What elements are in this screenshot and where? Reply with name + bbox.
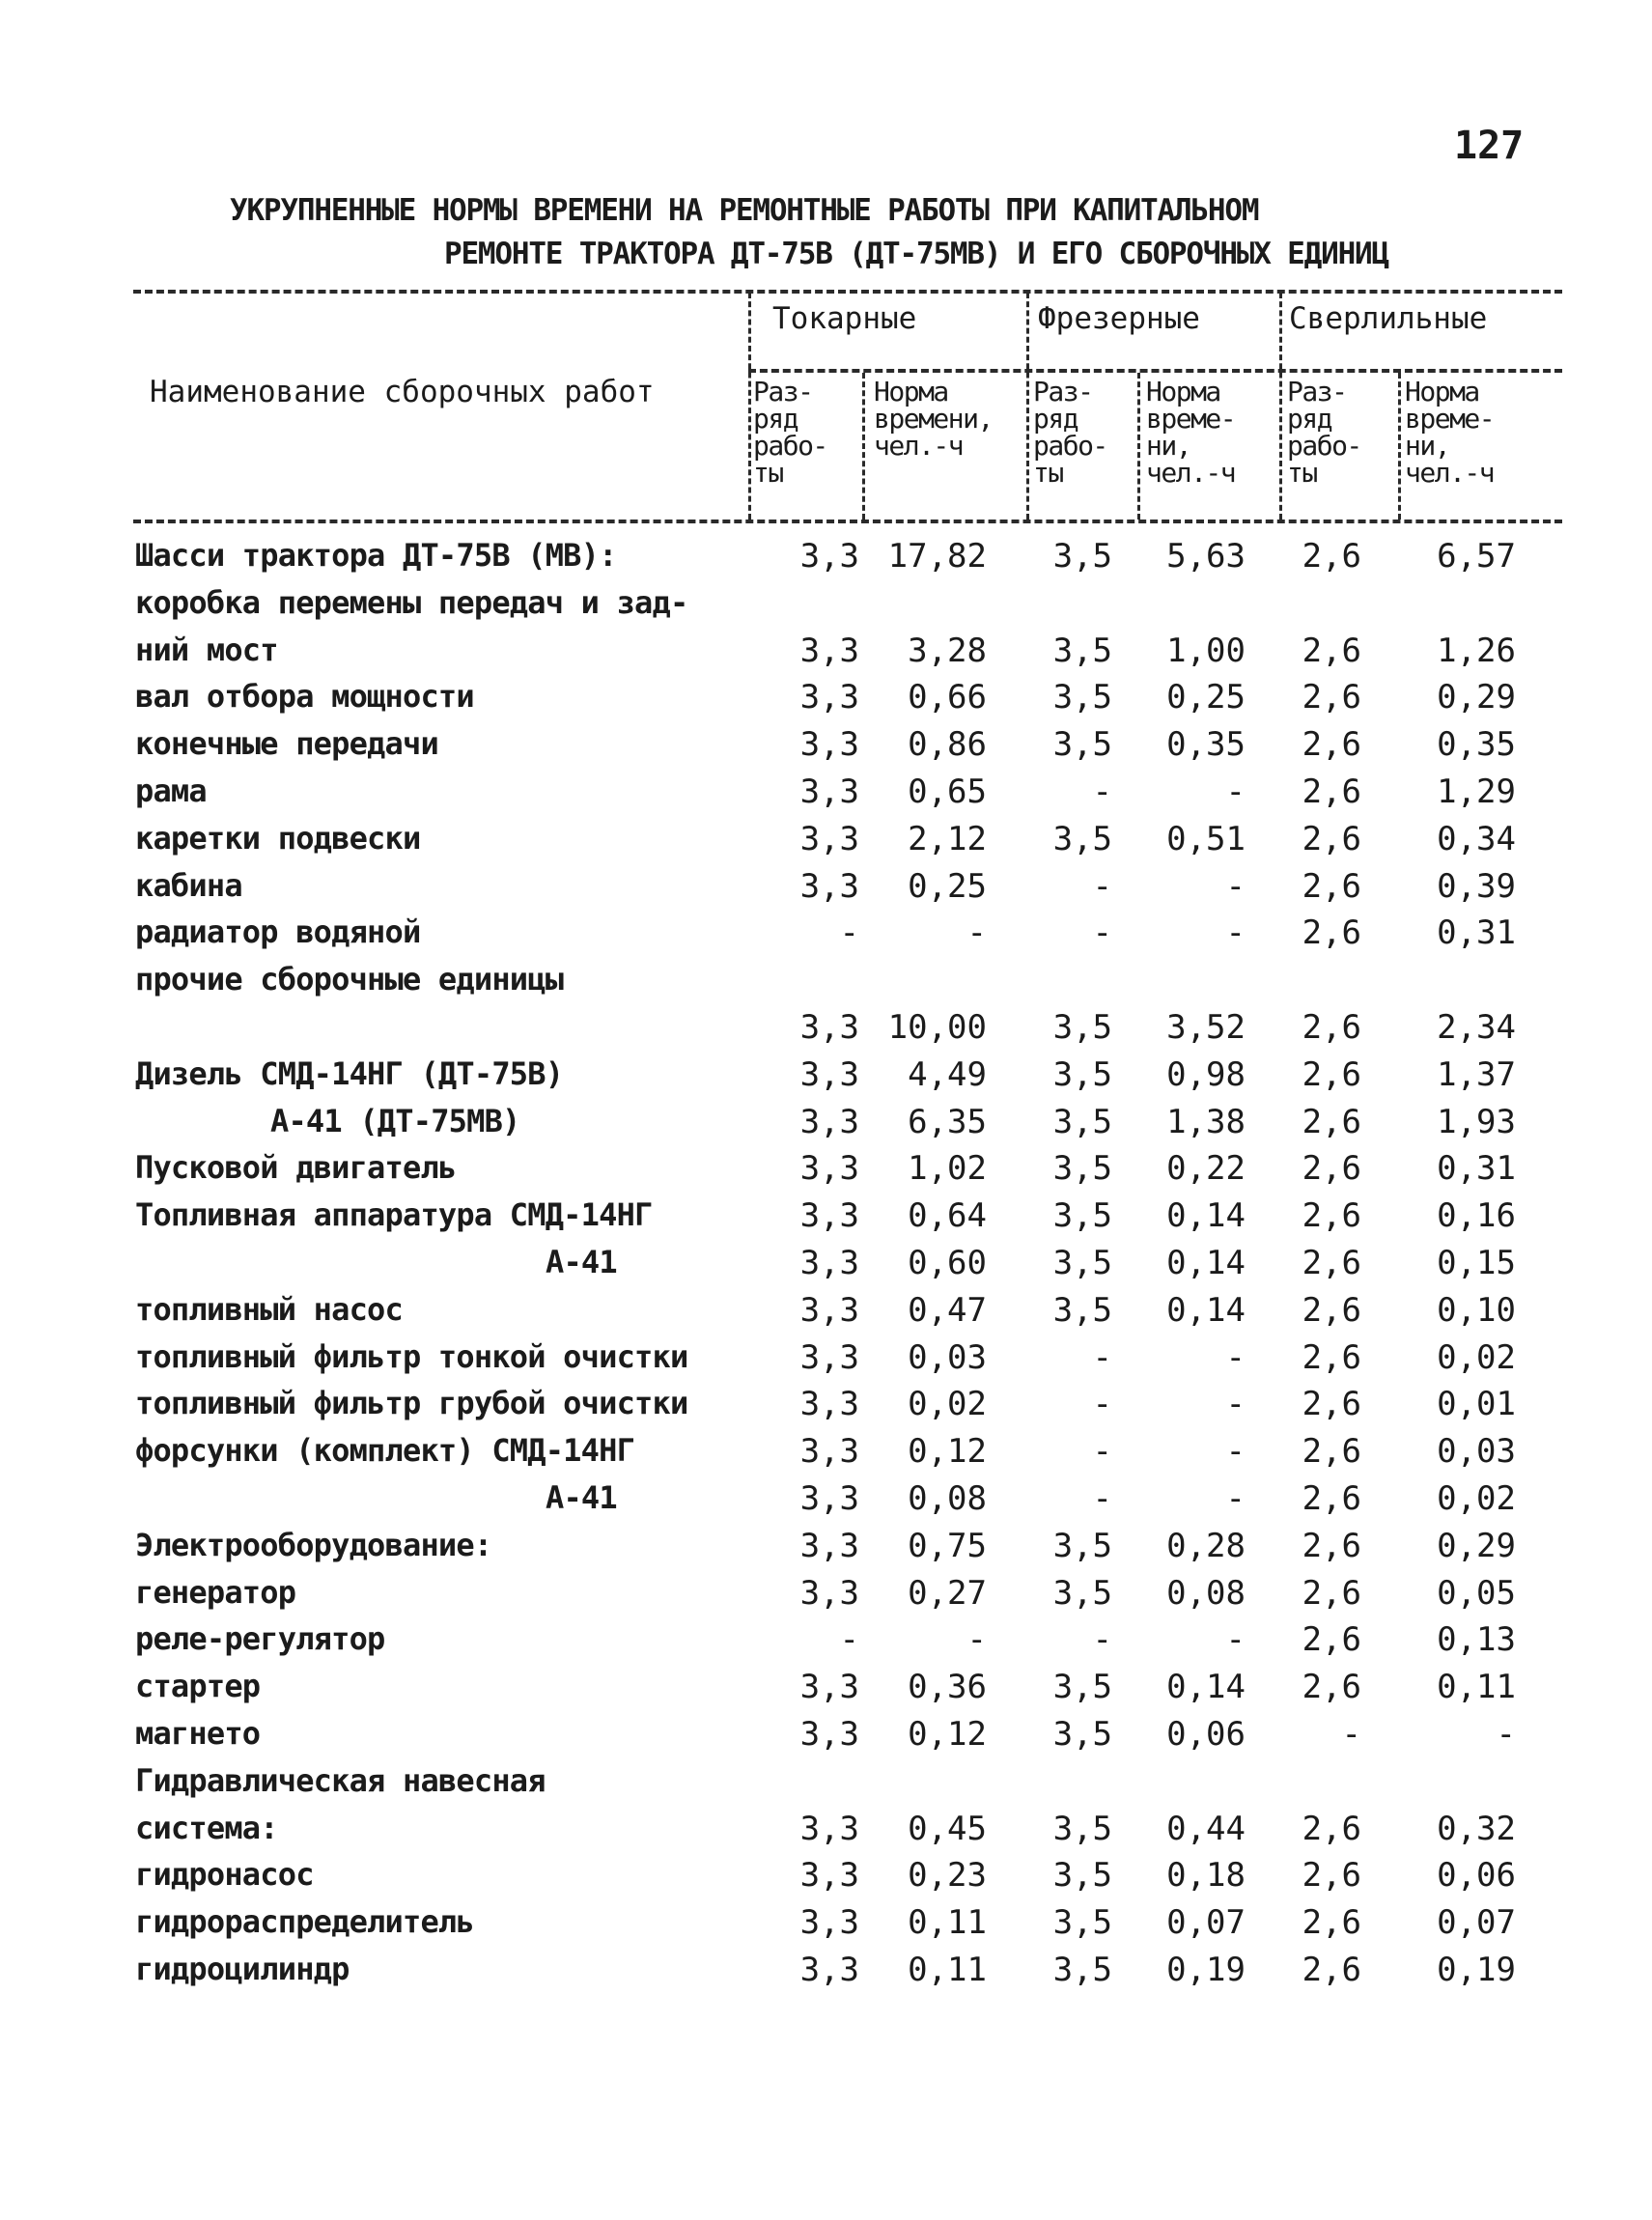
row-value-1: - xyxy=(839,913,859,952)
row-value-3: 3,5 xyxy=(1052,1668,1112,1706)
row-value-3: 3,5 xyxy=(1052,820,1112,858)
row-value-2: 0,12 xyxy=(908,1432,987,1471)
table-row xyxy=(0,1903,1652,1950)
row-value-3: 3,5 xyxy=(1052,1574,1112,1613)
row-value-2: 0,11 xyxy=(908,1903,987,1942)
row-name: гидронасос xyxy=(135,1856,314,1893)
row-value-3: 3,5 xyxy=(1052,1103,1112,1141)
row-value-1: 3,3 xyxy=(799,537,859,576)
table-row xyxy=(0,1527,1652,1573)
row-name: радиатор водяной xyxy=(135,913,421,950)
col-separator-4 xyxy=(1137,373,1140,520)
row-value-4: 0,98 xyxy=(1166,1055,1246,1094)
table-row xyxy=(0,1574,1652,1620)
row-value-5: 2,6 xyxy=(1302,1244,1361,1282)
row-value-1: 3,3 xyxy=(799,1244,859,1282)
table-row xyxy=(0,1479,1652,1526)
row-name: кабина xyxy=(135,867,242,904)
header-grade-2: Раз- ряд рабо- ты xyxy=(1033,376,1107,489)
row-value-3: 3,5 xyxy=(1052,1951,1112,1989)
row-value-3: 3,5 xyxy=(1052,632,1112,670)
row-name: форсунки (комплект) СМД-14НГ xyxy=(135,1432,635,1469)
row-name: топливный фильтр грубой очистки xyxy=(135,1385,688,1421)
table-row xyxy=(0,1291,1652,1337)
row-value-2: - xyxy=(966,913,987,952)
row-name: Шасси трактора ДТ-75В (МВ): xyxy=(135,537,617,574)
row-value-1: 3,3 xyxy=(799,1810,859,1848)
row-name: Гидравлическая навесная xyxy=(135,1762,546,1799)
row-name: топливный фильтр тонкой очистки xyxy=(135,1338,688,1375)
row-name: вал отбора мощности xyxy=(135,678,474,715)
row-value-4: 0,18 xyxy=(1166,1856,1246,1895)
row-value-4: 0,25 xyxy=(1166,678,1246,717)
table-row xyxy=(0,773,1652,819)
row-value-2: 2,12 xyxy=(908,820,987,858)
row-value-5: 2,6 xyxy=(1302,1527,1361,1565)
row-value-6: 0,31 xyxy=(1437,1149,1516,1188)
table-row xyxy=(0,1762,1652,1809)
row-value-6: 0,07 xyxy=(1437,1903,1516,1942)
row-value-2: 0,66 xyxy=(908,678,987,717)
row-name: генератор xyxy=(135,1574,296,1611)
row-value-1: - xyxy=(839,1620,859,1659)
table-row xyxy=(0,1055,1652,1102)
row-value-2: 0,75 xyxy=(908,1527,987,1565)
row-value-4: - xyxy=(1225,1479,1246,1518)
row-name: стартер xyxy=(135,1668,261,1704)
header-grade-3: Раз- ряд рабо- ты xyxy=(1287,376,1361,489)
table-row xyxy=(0,537,1652,583)
row-value-1: 3,3 xyxy=(799,1479,859,1518)
row-value-3: - xyxy=(1092,1385,1112,1423)
col-separator-5 xyxy=(1279,293,1282,520)
header-bottom-rule xyxy=(133,520,1562,523)
row-value-6: 0,13 xyxy=(1437,1620,1516,1659)
row-value-6: 6,57 xyxy=(1437,537,1516,576)
row-value-4: 0,14 xyxy=(1166,1244,1246,1282)
row-value-1: 3,3 xyxy=(799,1715,859,1754)
table-row xyxy=(0,1951,1652,1997)
row-value-3: 3,5 xyxy=(1052,1008,1112,1047)
row-value-6: 0,19 xyxy=(1437,1951,1516,1989)
row-value-5: 2,6 xyxy=(1302,1810,1361,1848)
row-value-3: 3,5 xyxy=(1052,678,1112,717)
row-value-2: 3,28 xyxy=(908,632,987,670)
col-separator-2 xyxy=(862,373,865,520)
row-value-3: 3,5 xyxy=(1052,1196,1112,1235)
row-value-3: 3,5 xyxy=(1052,1527,1112,1565)
row-name: ний мост xyxy=(135,632,278,668)
row-value-6: 0,31 xyxy=(1437,913,1516,952)
row-value-6: 0,10 xyxy=(1437,1291,1516,1330)
table-row xyxy=(0,1385,1652,1431)
row-value-2: 0,11 xyxy=(908,1951,987,1989)
row-name: Пусковой двигатель xyxy=(135,1149,457,1186)
col-separator-1 xyxy=(748,293,751,520)
row-value-4: - xyxy=(1225,1620,1246,1659)
row-value-5: 2,6 xyxy=(1302,1951,1361,1989)
table-row xyxy=(0,913,1652,960)
row-name: топливный насос xyxy=(135,1291,403,1328)
row-value-6: 0,35 xyxy=(1437,725,1516,764)
row-value-1: 3,3 xyxy=(799,1196,859,1235)
row-value-6: 0,16 xyxy=(1437,1196,1516,1235)
row-value-6: 0,39 xyxy=(1437,867,1516,906)
row-value-4: 0,44 xyxy=(1166,1810,1246,1848)
row-name: система: xyxy=(135,1810,278,1846)
row-value-2: 0,45 xyxy=(908,1810,987,1848)
row-name: А-41 xyxy=(546,1244,617,1280)
row-value-6: 0,02 xyxy=(1437,1479,1516,1518)
row-name: Топливная аппаратура СМД-14НГ xyxy=(135,1196,653,1233)
table-row xyxy=(0,725,1652,772)
row-value-3: - xyxy=(1092,1479,1112,1518)
header-grade-1: Раз- ряд рабо- ты xyxy=(753,376,827,489)
row-value-3: 3,5 xyxy=(1052,725,1112,764)
row-value-4: 0,08 xyxy=(1166,1574,1246,1613)
row-value-2: 4,49 xyxy=(908,1055,987,1094)
row-value-1: 3,3 xyxy=(799,1903,859,1942)
row-value-4: 0,07 xyxy=(1166,1903,1246,1942)
row-value-4: 1,38 xyxy=(1166,1103,1246,1141)
row-name: каретки подвески xyxy=(135,820,421,857)
row-value-6: 0,02 xyxy=(1437,1338,1516,1377)
row-value-3: 3,5 xyxy=(1052,537,1112,576)
header-group-turning: Токарные xyxy=(772,301,917,336)
row-value-5: 2,6 xyxy=(1302,867,1361,906)
row-value-5: 2,6 xyxy=(1302,1196,1361,1235)
row-value-3: 3,5 xyxy=(1052,1291,1112,1330)
row-value-5: 2,6 xyxy=(1302,1620,1361,1659)
row-name: гидрораспределитель xyxy=(135,1903,474,1940)
row-value-4: 1,00 xyxy=(1166,632,1246,670)
row-value-6: 0,34 xyxy=(1437,820,1516,858)
row-value-4: 0,14 xyxy=(1166,1196,1246,1235)
row-value-3: 3,5 xyxy=(1052,1244,1112,1282)
row-value-5: 2,6 xyxy=(1302,1574,1361,1613)
row-value-5: 2,6 xyxy=(1302,1008,1361,1047)
row-value-5: 2,6 xyxy=(1302,773,1361,811)
row-value-1: 3,3 xyxy=(799,1432,859,1471)
row-value-6: 0,29 xyxy=(1437,678,1516,717)
row-value-1: 3,3 xyxy=(799,1856,859,1895)
row-value-6: 0,32 xyxy=(1437,1810,1516,1848)
row-value-3: 3,5 xyxy=(1052,1810,1112,1848)
table-row xyxy=(0,584,1652,631)
header-norm-3: Норма време- ни, чел.-ч xyxy=(1405,376,1495,489)
row-value-1: 3,3 xyxy=(799,1668,859,1706)
table-row xyxy=(0,961,1652,1007)
table-row xyxy=(0,1432,1652,1478)
row-value-3: - xyxy=(1092,867,1112,906)
row-value-6: - xyxy=(1496,1715,1516,1754)
row-value-5: 2,6 xyxy=(1302,1385,1361,1423)
row-value-5: 2,6 xyxy=(1302,1432,1361,1471)
row-value-4: 0,06 xyxy=(1166,1715,1246,1754)
row-value-4: 0,35 xyxy=(1166,725,1246,764)
row-value-6: 0,15 xyxy=(1437,1244,1516,1282)
row-value-2: 6,35 xyxy=(908,1103,987,1141)
row-value-5: 2,6 xyxy=(1302,1903,1361,1942)
row-value-5: - xyxy=(1341,1715,1361,1754)
row-value-2: 17,82 xyxy=(887,537,987,576)
table-row xyxy=(0,1715,1652,1761)
row-value-1: 3,3 xyxy=(799,1385,859,1423)
table-row xyxy=(0,1008,1652,1054)
row-value-6: 0,11 xyxy=(1437,1668,1516,1706)
header-group-drilling: Сверлильные xyxy=(1289,301,1488,336)
row-value-4: 0,28 xyxy=(1166,1527,1246,1565)
document-title-line-1: УКРУПНЕННЫЕ НОРМЫ ВРЕМЕНИ НА РЕМОНТНЫЕ РАБОТЫ ПРИ КАПИТАЛЬНОМ xyxy=(230,193,1259,228)
row-value-1: 3,3 xyxy=(799,1951,859,1989)
col-separator-3 xyxy=(1026,293,1029,520)
row-value-6: 0,29 xyxy=(1437,1527,1516,1565)
header-group-milling: Фрезерные xyxy=(1038,301,1200,336)
row-value-3: - xyxy=(1092,1338,1112,1377)
row-value-2: - xyxy=(966,1620,987,1659)
row-value-4: 5,63 xyxy=(1166,537,1246,576)
row-value-1: 3,3 xyxy=(799,1527,859,1565)
row-value-3: 3,5 xyxy=(1052,1149,1112,1188)
row-value-6: 1,37 xyxy=(1437,1055,1516,1094)
row-name: гидроцилиндр xyxy=(135,1951,350,1987)
page-number: 127 xyxy=(1454,124,1525,168)
row-value-4: - xyxy=(1225,913,1246,952)
row-value-2: 0,86 xyxy=(908,725,987,764)
row-value-6: 1,29 xyxy=(1437,773,1516,811)
row-value-6: 2,34 xyxy=(1437,1008,1516,1047)
row-value-1: 3,3 xyxy=(799,632,859,670)
table-row xyxy=(0,632,1652,678)
row-value-2: 0,23 xyxy=(908,1856,987,1895)
row-value-4: 0,19 xyxy=(1166,1951,1246,1989)
row-value-2: 0,03 xyxy=(908,1338,987,1377)
row-value-2: 0,27 xyxy=(908,1574,987,1613)
row-value-2: 0,25 xyxy=(908,867,987,906)
row-value-5: 2,6 xyxy=(1302,1291,1361,1330)
row-value-6: 0,06 xyxy=(1437,1856,1516,1895)
row-value-3: 3,5 xyxy=(1052,1903,1112,1942)
row-value-1: 3,3 xyxy=(799,1291,859,1330)
row-value-4: - xyxy=(1225,1432,1246,1471)
row-value-6: 0,05 xyxy=(1437,1574,1516,1613)
row-name: Дизель СМД-14НГ (ДТ-75В) xyxy=(135,1055,564,1092)
table-row xyxy=(0,1149,1652,1195)
row-value-6: 0,01 xyxy=(1437,1385,1516,1423)
header-norm-2: Норма време- ни, чел.-ч xyxy=(1146,376,1236,489)
row-value-4: 3,52 xyxy=(1166,1008,1246,1047)
header-name-column: Наименование сборочных работ xyxy=(150,375,655,409)
row-value-1: 3,3 xyxy=(799,820,859,858)
row-value-1: 3,3 xyxy=(799,773,859,811)
row-value-1: 3,3 xyxy=(799,1338,859,1377)
row-value-5: 2,6 xyxy=(1302,1668,1361,1706)
row-value-5: 2,6 xyxy=(1302,1856,1361,1895)
row-name: А-41 xyxy=(546,1479,617,1516)
row-name: конечные передачи xyxy=(135,725,438,762)
row-value-4: - xyxy=(1225,1338,1246,1377)
table-row xyxy=(0,867,1652,913)
row-value-2: 10,00 xyxy=(887,1008,987,1047)
row-value-5: 2,6 xyxy=(1302,1055,1361,1094)
row-value-2: 0,36 xyxy=(908,1668,987,1706)
row-value-1: 3,3 xyxy=(799,1574,859,1613)
row-value-1: 3,3 xyxy=(799,1008,859,1047)
row-value-4: 0,14 xyxy=(1166,1668,1246,1706)
header-norm-1: Норма времени, чел.-ч xyxy=(874,376,993,462)
row-value-4: 0,51 xyxy=(1166,820,1246,858)
table-row xyxy=(0,1856,1652,1902)
row-value-2: 1,02 xyxy=(908,1149,987,1188)
row-value-5: 2,6 xyxy=(1302,725,1361,764)
row-name: магнето xyxy=(135,1715,261,1752)
table-row xyxy=(0,678,1652,724)
row-name: Электрооборудование: xyxy=(135,1527,492,1563)
row-value-5: 2,6 xyxy=(1302,632,1361,670)
row-value-2: 0,08 xyxy=(908,1479,987,1518)
row-value-4: - xyxy=(1225,1385,1246,1423)
row-name: А-41 (ДТ-75МВ) xyxy=(270,1103,520,1139)
row-name: коробка перемены передач и зад- xyxy=(135,584,688,621)
row-value-2: 0,47 xyxy=(908,1291,987,1330)
row-value-4: - xyxy=(1225,773,1246,811)
row-value-2: 0,60 xyxy=(908,1244,987,1282)
row-value-4: - xyxy=(1225,867,1246,906)
table-row xyxy=(0,1244,1652,1290)
row-name: рама xyxy=(135,773,207,809)
table-row xyxy=(0,1668,1652,1714)
row-value-1: 3,3 xyxy=(799,1149,859,1188)
row-value-2: 0,12 xyxy=(908,1715,987,1754)
row-value-3: - xyxy=(1092,773,1112,811)
row-value-5: 2,6 xyxy=(1302,1103,1361,1141)
row-value-5: 2,6 xyxy=(1302,1479,1361,1518)
row-value-3: 3,5 xyxy=(1052,1715,1112,1754)
row-value-4: 0,14 xyxy=(1166,1291,1246,1330)
row-value-1: 3,3 xyxy=(799,725,859,764)
row-value-3: 3,5 xyxy=(1052,1856,1112,1895)
row-value-1: 3,3 xyxy=(799,1055,859,1094)
group-header-rule xyxy=(748,369,1562,373)
row-value-3: 3,5 xyxy=(1052,1055,1112,1094)
row-value-3: - xyxy=(1092,913,1112,952)
row-value-5: 2,6 xyxy=(1302,1338,1361,1377)
row-value-3: - xyxy=(1092,1432,1112,1471)
row-value-5: 2,6 xyxy=(1302,678,1361,717)
table-row xyxy=(0,1196,1652,1243)
table-row xyxy=(0,1103,1652,1149)
table-row xyxy=(0,1810,1652,1856)
row-value-2: 0,02 xyxy=(908,1385,987,1423)
table-row xyxy=(0,1338,1652,1385)
row-value-5: 2,6 xyxy=(1302,913,1361,952)
row-value-6: 1,93 xyxy=(1437,1103,1516,1141)
row-value-5: 2,6 xyxy=(1302,537,1361,576)
table-row xyxy=(0,1620,1652,1667)
col-separator-6 xyxy=(1398,373,1401,520)
row-value-1: 3,3 xyxy=(799,1103,859,1141)
row-value-1: 3,3 xyxy=(799,678,859,717)
row-value-2: 0,65 xyxy=(908,773,987,811)
row-name: реле-регулятор xyxy=(135,1620,385,1657)
table-top-rule xyxy=(133,290,1562,294)
row-value-6: 1,26 xyxy=(1437,632,1516,670)
row-value-5: 2,6 xyxy=(1302,1149,1361,1188)
row-value-1: 3,3 xyxy=(799,867,859,906)
row-value-2: 0,64 xyxy=(908,1196,987,1235)
row-value-5: 2,6 xyxy=(1302,820,1361,858)
row-value-6: 0,03 xyxy=(1437,1432,1516,1471)
document-title-line-2: РЕМОНТЕ ТРАКТОРА ДТ-75В (ДТ-75МВ) И ЕГО СБОРОЧНЫХ ЕДИНИЦ xyxy=(444,237,1388,271)
row-value-4: 0,22 xyxy=(1166,1149,1246,1188)
table-row xyxy=(0,820,1652,866)
row-name: прочие сборочные единицы xyxy=(135,961,564,998)
row-value-3: - xyxy=(1092,1620,1112,1659)
